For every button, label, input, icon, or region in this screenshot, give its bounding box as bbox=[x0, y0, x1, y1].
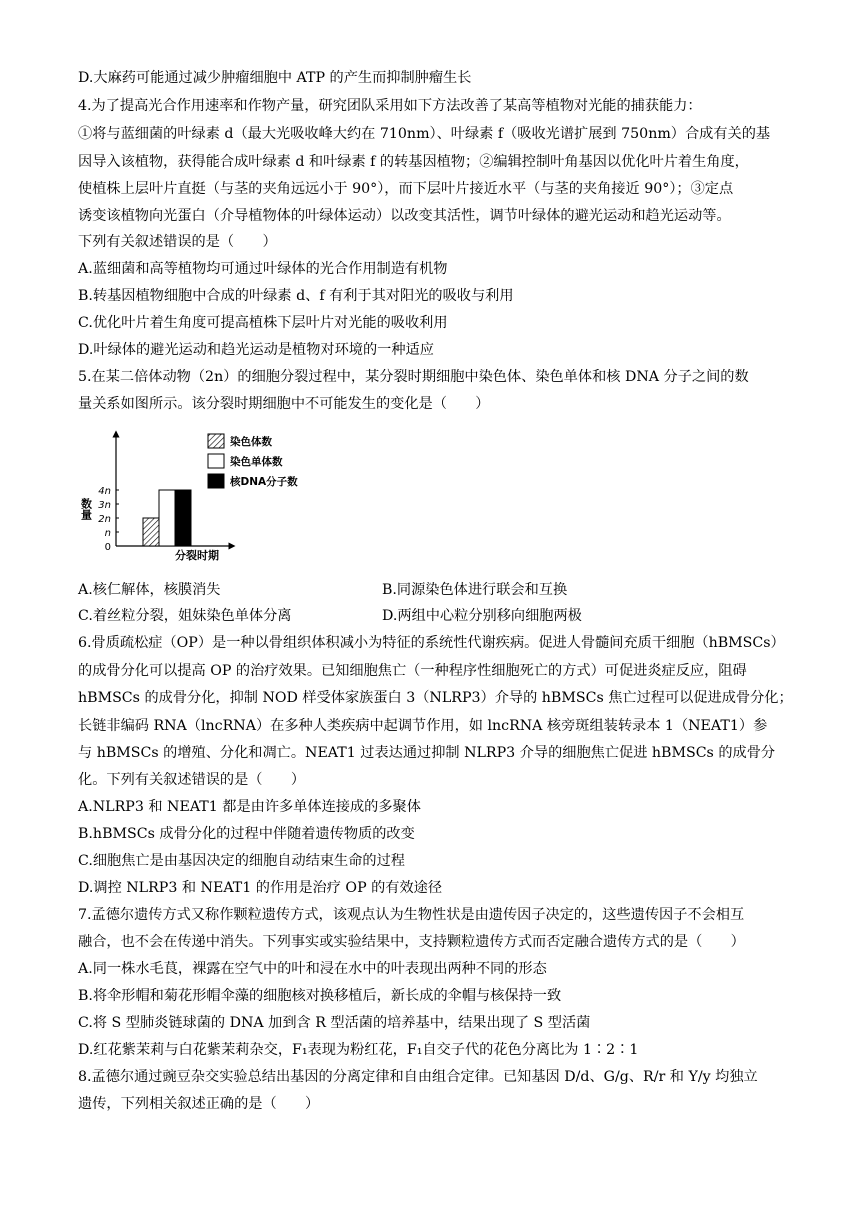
q7-option-b: B.将伞形帽和菊花形帽伞藻的细胞核对换移植后，新长成的伞帽与核保持一致 bbox=[78, 988, 562, 1004]
chart-ylabel: 数量 bbox=[80, 498, 93, 520]
q5-option-c: C.着丝粒分裂，姐妹染色单体分离 bbox=[78, 608, 292, 624]
q6-stem-line-4: 长链非编码 RNA（lncRNA）在多种人类疾病中起调节作用，如 lncRNA 核旁斑组装转录本 1（NEAT1）参 bbox=[78, 718, 768, 734]
legend-label: 染色单体数 bbox=[230, 456, 283, 468]
q4-option-c: C.优化叶片着生角度可提高植株下层叶片对光能的吸收利用 bbox=[78, 315, 448, 331]
q7-option-c: C.将 S 型肺炎链球菌的 DNA 加到含 R 型活菌的培养基中，结果出现了 S 型活菌 bbox=[78, 1015, 591, 1031]
q5-option-d: D.两组中心粒分别移向细胞两极 bbox=[382, 608, 582, 624]
q6-stem-line-2: 的成骨分化可以提高 OP 的治疗效果。已知细胞焦亡（一种程序性细胞死亡的方式）可促进炎症反应，阻碍 bbox=[78, 663, 747, 679]
q5-stem-line-1: 5.在某二倍体动物（2n）的细胞分裂过程中，某分裂时期细胞中染色体、染色单体和核 DNA 分子之间的数 bbox=[78, 369, 749, 385]
q6-option-a: A.NLRP3 和 NEAT1 都是由许多单体连接成的多聚体 bbox=[78, 799, 421, 815]
q4-stem-line-2: ①将与蓝细菌的叶绿素 d（最大光吸收峰大约在 710nm）、叶绿素 f（吸收光谱扩展到 750nm）合成有关的基 bbox=[78, 126, 771, 142]
q6-stem-line-3: hBMSCs 的成骨分化，抑制 NOD 样受体家族蛋白 3（NLRP3）介导的 hBMSCs 焦亡过程可以促进成骨分化； bbox=[78, 690, 793, 706]
q7-option-d: D.红花紫茉莉与白花紫茉莉杂交，F₁表现为粉红花，F₁自交子代的花色分离比为 1∶2∶1 bbox=[78, 1042, 639, 1058]
chart-y-tick-label: 4n bbox=[98, 486, 111, 497]
q6-option-b: B.hBMSCs 成骨分化的过程中伴随着遗传物质的改变 bbox=[78, 826, 415, 842]
q5-option-b: B.同源染色体进行联会和互换 bbox=[382, 582, 568, 598]
q8-stem-line-1: 8.孟德尔通过豌豆杂交实验总结出基因的分离定律和自由组合定律。已知基因 D/d、G/g、R/r 和 Y/y 均独立 bbox=[78, 1069, 758, 1085]
chart-bar bbox=[159, 490, 175, 546]
legend-label: 染色体数 bbox=[230, 436, 272, 448]
q4-stem-line-1: 4.为了提高光合作用速率和作物产量，研究团队采用如下方法改善了某高等植物对光能的捕获能力： bbox=[78, 98, 702, 114]
q4-stem-line-5: 诱变该植物向光蛋白（介导植物体的叶绿体运动）以改变其活性，调节叶绿体的避光运动和趋光运动等。 bbox=[78, 208, 731, 224]
legend-label: 核DNA分子数 bbox=[230, 476, 298, 488]
q3-option-d: D.大麻药可能通过减少肿瘤细胞中 ATP 的产生而抑制肿瘤生长 bbox=[78, 70, 472, 86]
chart-bar bbox=[143, 518, 159, 546]
q4-stem-line-3: 因导入该植物，获得能合成叶绿素 d 和叶绿素 f 的转基因植物；②编辑控制叶角基因以优化叶片着生角度， bbox=[78, 154, 749, 170]
q6-option-c: C.细胞焦亡是由基因决定的细胞自动结束生命的过程 bbox=[78, 853, 405, 869]
q4-option-a: A.蓝细菌和高等植物均可通过叶绿体的光合作用制造有机物 bbox=[78, 261, 448, 277]
q8-stem-line-2: 遗传，下列相关叙述正确的是（ ） bbox=[78, 1096, 320, 1112]
q6-option-d: D.调控 NLRP3 和 NEAT1 的作用是治疗 OP 的有效途径 bbox=[78, 880, 443, 896]
chart-xlabel: 分裂时期 bbox=[175, 549, 219, 562]
q4-stem-line-4: 使植株上层叶片直挺（与茎的夹角远远小于 90°），而下层叶片接近水平（与茎的夹角接近 90°）；③定点 bbox=[78, 181, 734, 197]
q6-stem-line-5: 与 hBMSCs 的增殖、分化和凋亡。NEAT1 过表达通过抑制 NLRP3 介导的细胞焦亡促进 hBMSCs 的成骨分 bbox=[78, 745, 776, 761]
q6-stem-line-1: 6.骨质疏松症（OP）是一种以骨组织体积减小为特征的系统性代谢疾病。促进人骨髓间充质干细胞（hBMSCs） bbox=[78, 635, 785, 651]
q5-option-a: A.核仁解体，核膜消失 bbox=[78, 582, 221, 598]
q7-stem-line-2: 融合，也不会在传递中消失。下列事实或实验结果中，支持颗粒遗传方式而否定融合遗传方式的是（ ） bbox=[78, 934, 745, 950]
q7-stem-line-1: 7.孟德尔遗传方式又称作颗粒遗传方式，该观点认为生物性状是由遗传因子决定的，这些遗传因子不会相互 bbox=[78, 907, 745, 923]
q5-stem-line-2: 量关系如图所示。该分裂时期细胞中不可能发生的变化是（ ） bbox=[78, 396, 490, 412]
chart-y-tick-label: n bbox=[104, 528, 111, 539]
chart-y-tick-label: 0 bbox=[104, 542, 111, 553]
q4-option-d: D.叶绿体的避光运动和趋光运动是植物对环境的一种适应 bbox=[78, 342, 434, 358]
chart-bar bbox=[175, 490, 191, 546]
legend-swatch bbox=[208, 474, 224, 488]
legend-swatch bbox=[208, 434, 224, 448]
q7-option-a: A.同一株水毛茛，裸露在空气中的叶和浸在水中的叶表现出两种不同的形态 bbox=[78, 961, 547, 977]
q6-stem-line-6: 化。下列有关叙述错误的是（ ） bbox=[78, 772, 306, 788]
chart-legend bbox=[208, 434, 298, 488]
legend-swatch bbox=[208, 454, 224, 468]
q5-bar-chart bbox=[80, 428, 320, 572]
q4-option-b: B.转基因植物细胞中合成的叶绿素 d、f 有利于其对阳光的吸收与利用 bbox=[78, 288, 514, 304]
q4-stem-line-6: 下列有关叙述错误的是（ ） bbox=[78, 234, 277, 250]
chart-y-tick-label: 3n bbox=[98, 500, 111, 511]
chart-bars bbox=[143, 490, 191, 546]
chart-y-tick-label: 2n bbox=[98, 514, 111, 525]
